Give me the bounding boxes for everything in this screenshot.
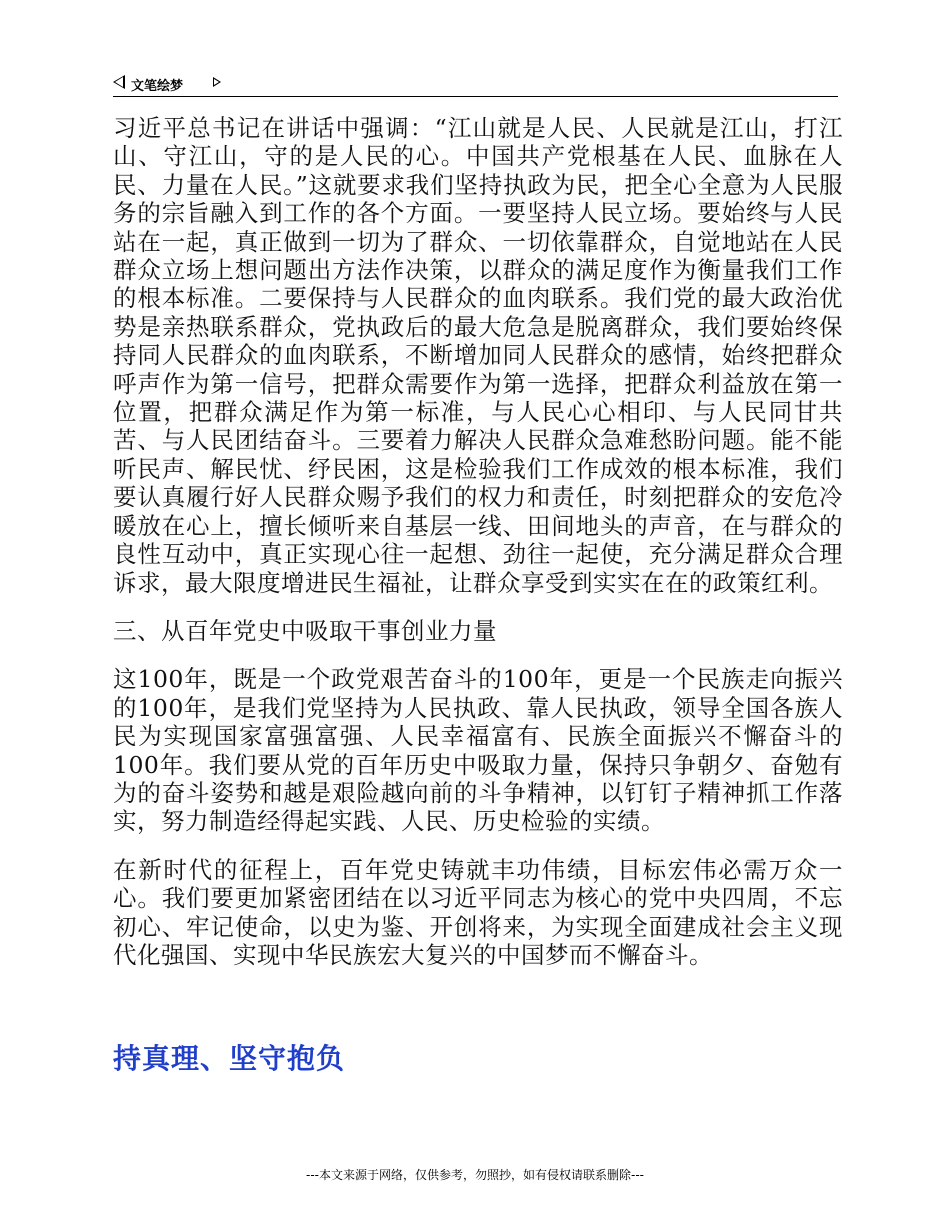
section-title: 持真理、坚守抱负 — [113, 1042, 346, 1075]
document-body — [113, 114, 843, 989]
header-brand: 文笔绘梦 — [131, 79, 184, 94]
triangle-left-icon — [113, 75, 125, 89]
paragraph: 这100年，既是一个政党艰苦奋斗的100年，更是一个民族走向振兴的100年，是我们党坚持为人民执政、靠人民执政，领导全国各族人民为实现国家富强富强、人民幸福富有、民族全面振兴不懈奋斗的100年。我们要从党的百年历史中吸取力量，保持只争朝夕、奋勉有为的奋斗姿势和越是艰险越向前的斗争精神，以钉钉子精神抓工作落实，努力制造经得起实践、人民、历史检验的实绩。 — [113, 665, 843, 836]
paragraph: 习近平总书记在讲话中强调：“江山就是人民、人民就是江山，打江山、守江山，守的是人民的心。中国共产党根基在人民、血脉在人民、力量在人民。”这就要求我们坚持执政为民，把全心全意为人民服务的宗旨融入到工作的各个方面。一要坚持人民立场。要始终与人民站在一起，真正做到一切为了群众、一切依靠群众，自觉地站在人民群众立场上想问题出方法作决策，以群众的满足度作为衡量我们工作的根本标准。二要保持与人民群众的血肉联系。我们党的最大政治优势是亲热联系群众，党执政后的最大危急是脱离群众，我们要始终保持同人民群众的血肉联系，不断增加同人民群众的感情，始终把群众呼声作为第一信号，把群众需要作为第一选择，把群众利益放在第一位置，把群众满足作为第一标准，与人民心心相印、与人民同甘共苦、与人民团结奋斗。三要着力解决人民群众急难愁盼问题。能不能听民声、解民忧、纾民困，这是检验我们工作成效的根本标准，我们要认真履行好人民群众赐予我们的权力和责任，时刻把群众的安危冷暖放在心上，擅长倾听来自基层一线、田间地头的声音，在与群众的良性互动中，真正实现心往一起想、劲往一起使，充分满足群众合理诉求，最大限度增进民生福祉，让群众享受到实实在在的政策红利。 — [113, 114, 843, 597]
page-header — [113, 72, 838, 97]
page-footer: ---本文来源于网络，仅供参考，勿照抄，如有侵权请联系删除--- — [306, 1168, 644, 1182]
section-heading: 三、从百年党史中吸取干事创业力量 — [113, 616, 497, 645]
triangle-right-icon — [213, 77, 221, 87]
paragraph: 在新时代的征程上，百年党史铸就丰功伟绩，目标宏伟必需万众一心。我们要更加紧密团结在以习近平同志为核心的党中央四周，不忘初心、牢记使命，以史为鉴、开创将来，为实现全面建成社会主义现代化强国、实现中华民族宏大复兴的中国梦而不懈奋斗。 — [113, 855, 843, 969]
